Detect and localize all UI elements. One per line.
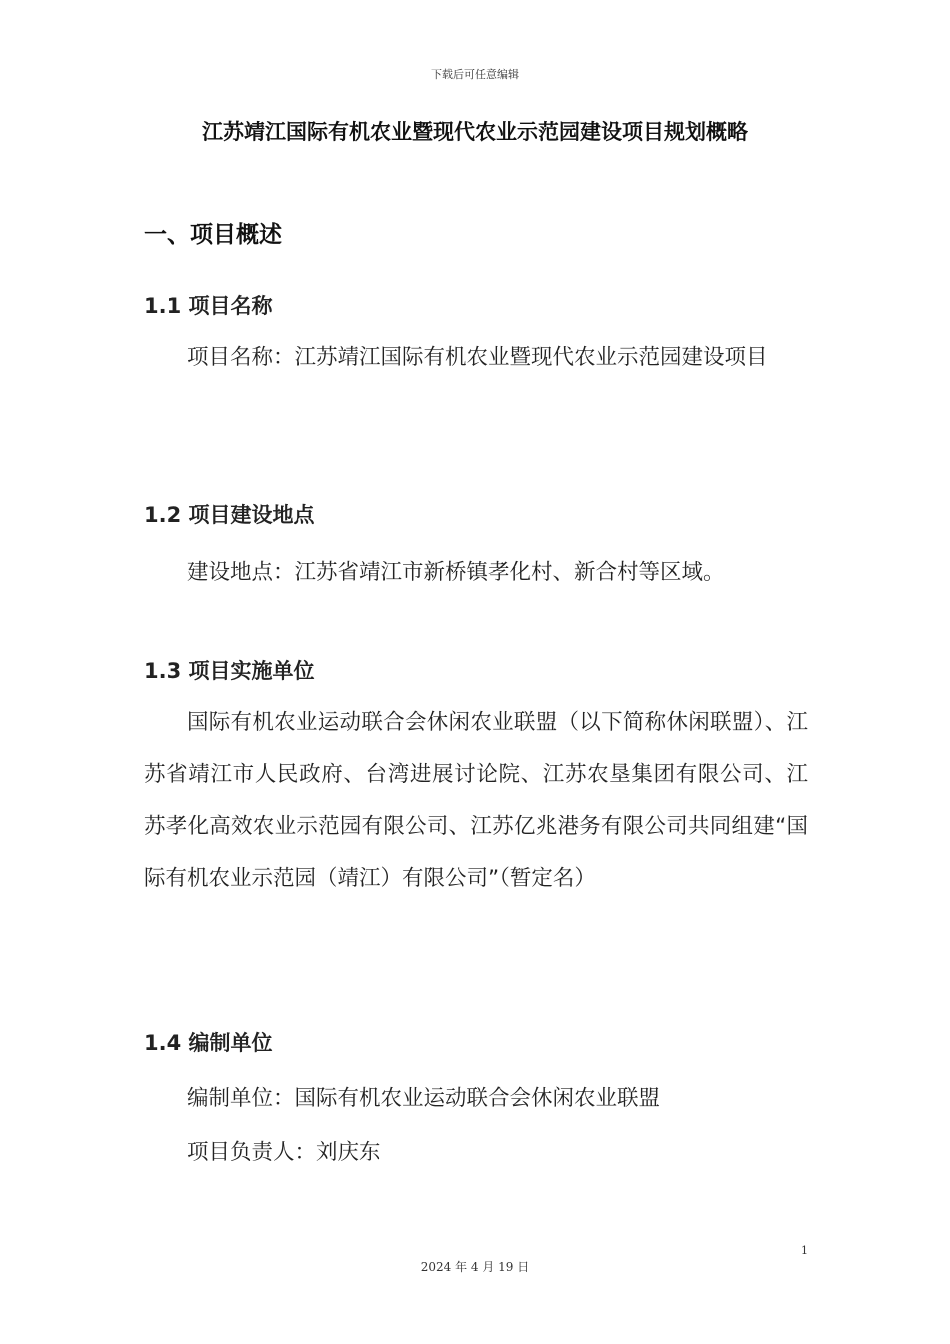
subsection-heading-project-name: 1.1 项目名称 [144,294,273,318]
subsection-heading-location: 1.2 项目建设地点 [144,503,315,527]
implementer-paragraph: 国际有机农业运动联合会休闲农业联盟（以下简称休闲联盟）、江苏省靖江市人民政府、台湾进展讨论院、江苏农垦集团有限公司、江苏孝化高效农业示范园有限公司、江苏亿兆港务有限公司共同组建“国际有机农业示范园（靖江）有限公司”（暂定名） [144,710,808,891]
footer-date: 2024 年 4 月 19 日 [420,1260,530,1274]
subsection-heading-compiler: 1.4 编制单位 [144,1031,273,1055]
header-note: 下载后可任意编辑 [431,68,519,81]
project-name-paragraph: 项目名称：江苏靖江国际有机农业暨现代农业示范园建设项目 [187,345,768,370]
location-paragraph: 建设地点：江苏省靖江市新桥镇孝化村、新合村等区域。 [187,560,725,585]
section-heading-overview: 一、项目概述 [144,222,282,248]
document-title: 江苏靖江国际有机农业暨现代农业示范园建设项目规划概略 [202,120,748,144]
page-number: 1 [801,1244,808,1257]
project-leader-line: 项目负责人：刘庆东 [187,1140,381,1165]
compiler-unit-line: 编制单位：国际有机农业运动联合会休闲农业联盟 [187,1086,661,1111]
subsection-heading-implementer: 1.3 项目实施单位 [144,659,315,683]
